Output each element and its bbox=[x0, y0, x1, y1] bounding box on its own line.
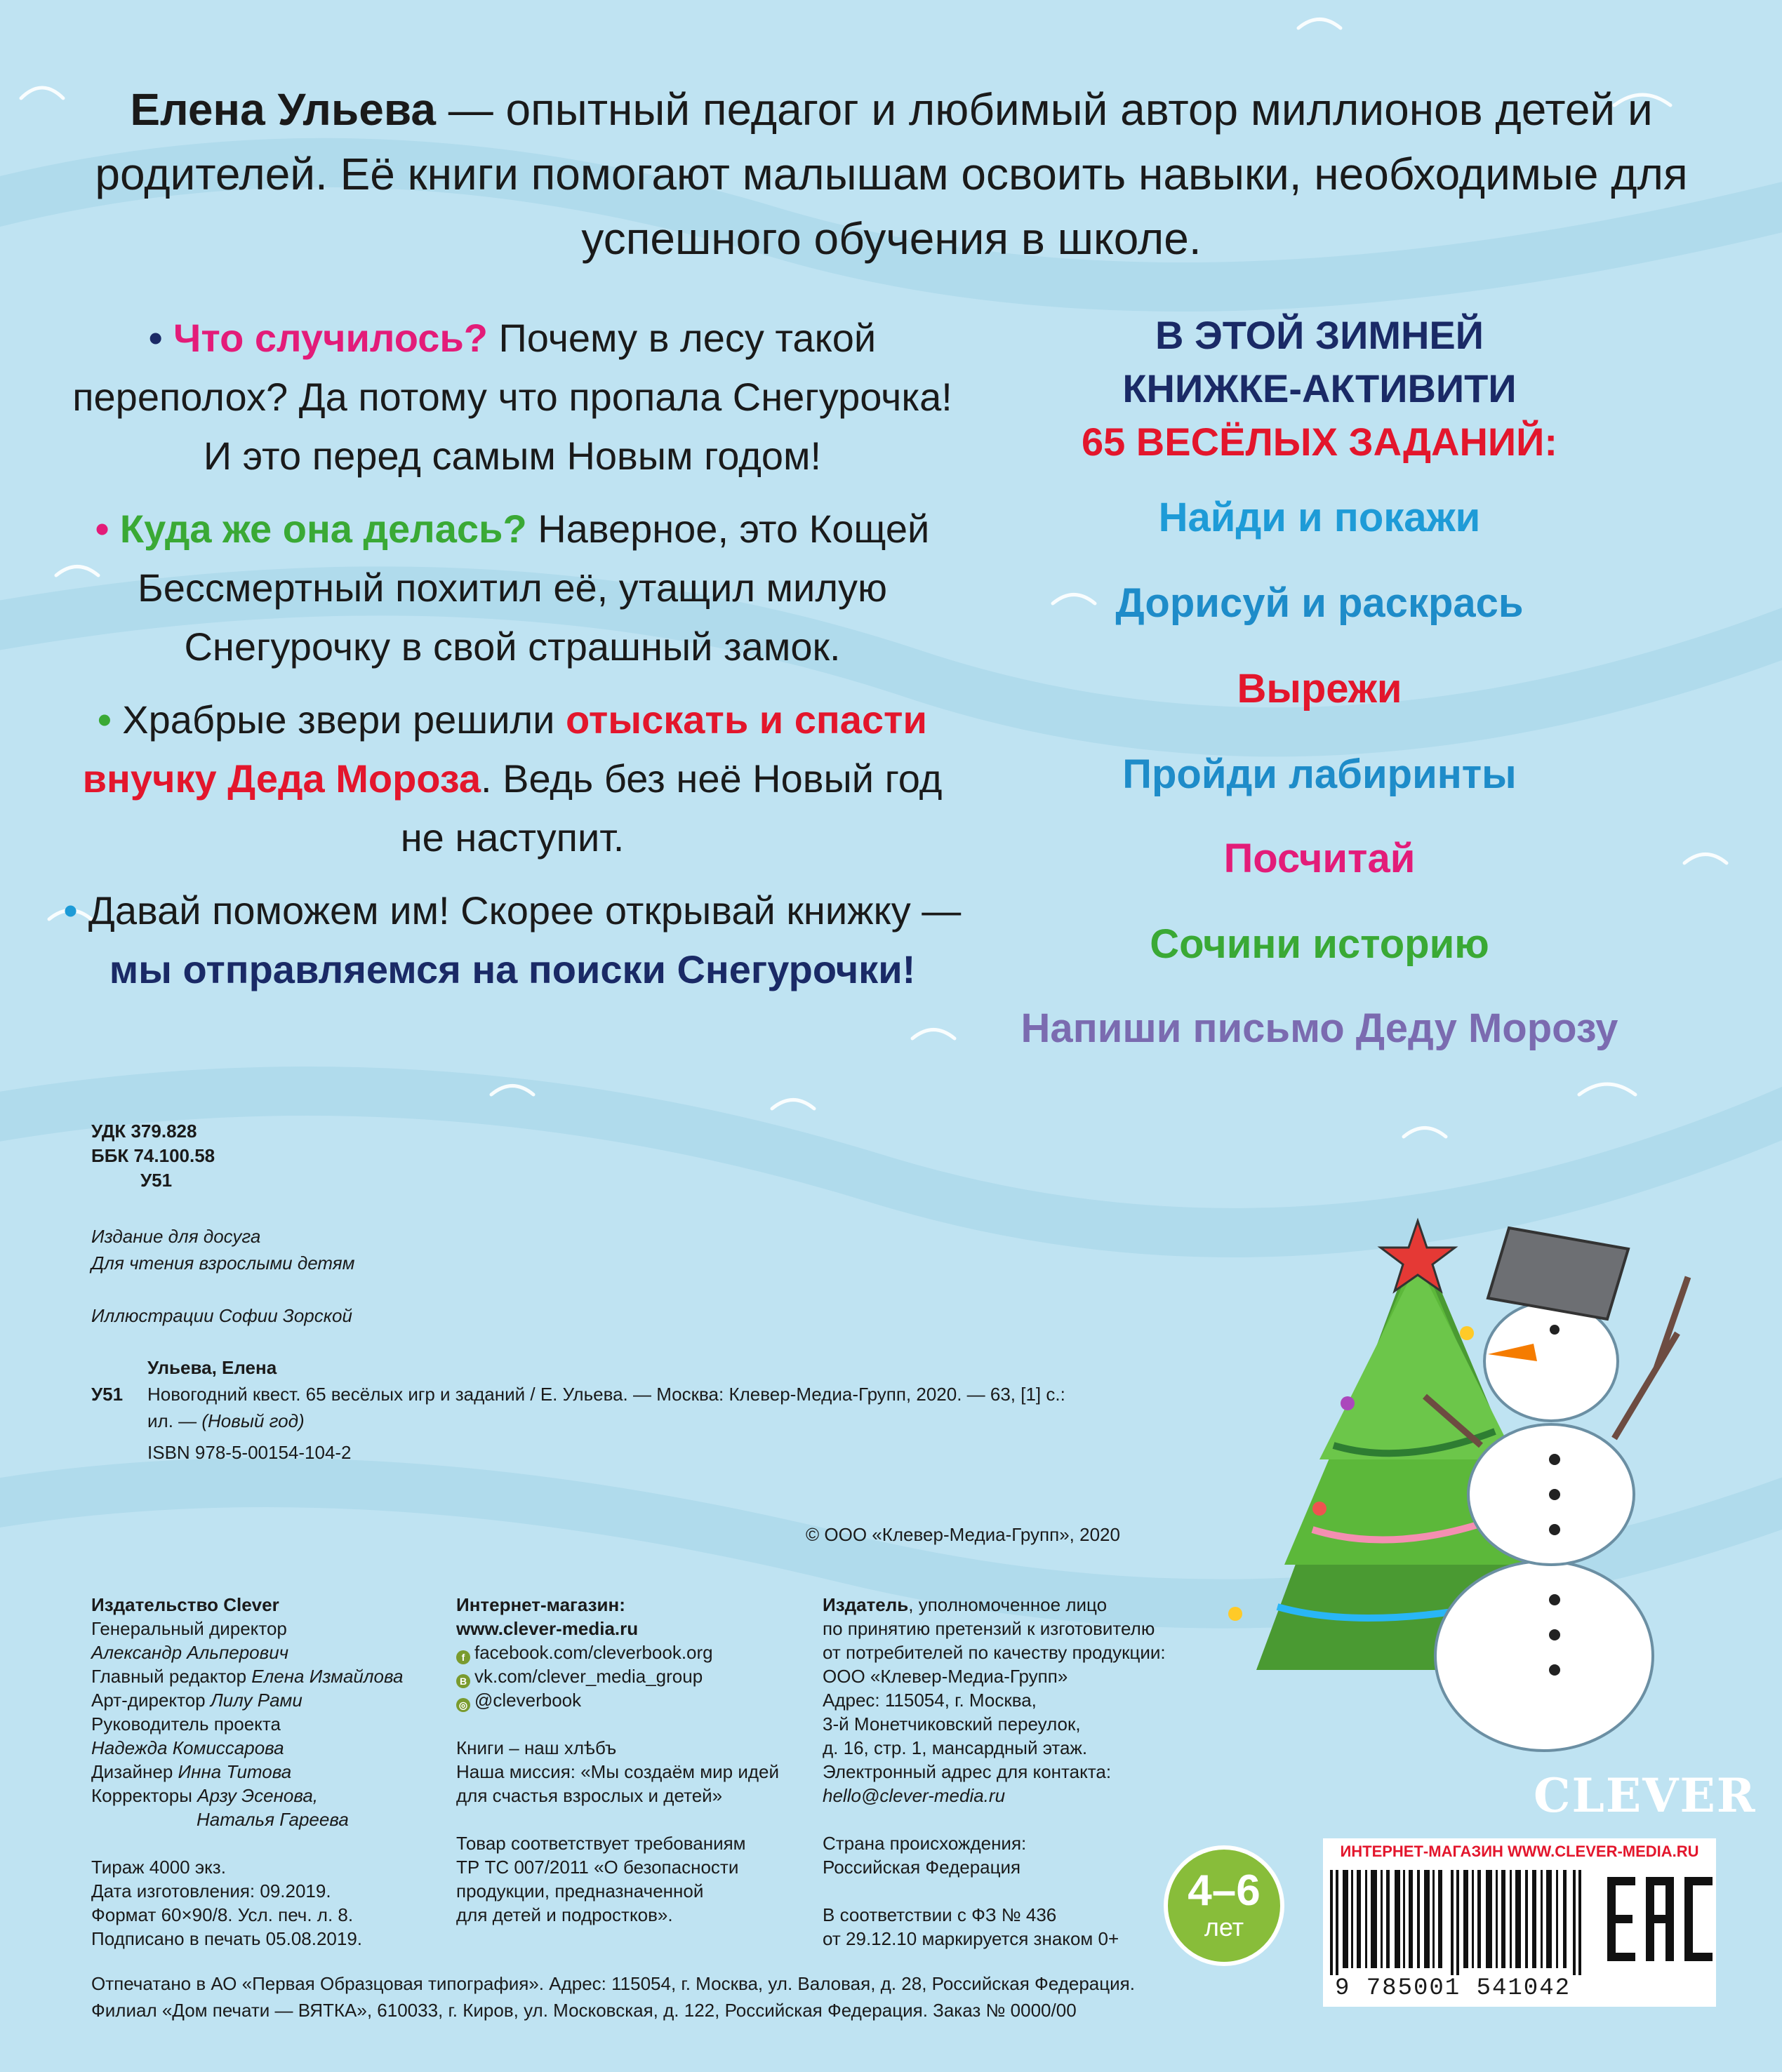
bullet-dot: • bbox=[98, 697, 112, 742]
activity-item: Посчитай bbox=[1223, 836, 1416, 881]
story-text: Наверное, это Кощей Бессмертный похитил её, утащил милую Снегурочку в свой страшный замок. bbox=[137, 507, 930, 669]
eac-mark bbox=[1607, 1866, 1713, 1972]
vk-link[interactable]: vk.com/clever_media_group bbox=[474, 1666, 703, 1687]
clever-logo: CLEVER bbox=[1534, 1768, 1757, 1823]
printer-line: Отпечатано в АО «Первая Образцовая типография». Адрес: 115054, г. Москва, ул. Валовая, д. 28, Российская Федерация. bbox=[91, 1973, 1135, 1994]
udk-code: УДК 379.828 bbox=[91, 1121, 197, 1142]
story-text: Давай поможем им! Скорее открывай книжку — bbox=[77, 888, 962, 933]
importer-text: от потребителей по качеству продукции: bbox=[823, 1642, 1166, 1663]
bullet-dot: • bbox=[63, 888, 78, 933]
importer-text: Электронный адрес для контакта: bbox=[823, 1761, 1112, 1782]
age-law: В соответствии с ФЗ № 436 bbox=[823, 1904, 1057, 1925]
activities-heading bbox=[983, 309, 1656, 469]
activity-item: Дорисуй и раскрась bbox=[1115, 580, 1524, 626]
importer-text: по принятию претензий к изготовителю bbox=[823, 1618, 1155, 1639]
credit-name: Арзу Эсенова, bbox=[197, 1785, 319, 1806]
story-paragraph-4 bbox=[56, 881, 969, 999]
biblio-author: Ульева, Елена bbox=[147, 1357, 277, 1378]
compliance: продукции, предназначенной bbox=[456, 1880, 704, 1901]
publisher-label: Издатель bbox=[823, 1594, 909, 1615]
story-text: . Ведь без неё Новый год не наступит. bbox=[400, 756, 943, 860]
copyright: © ООО «Клевер-Медиа-Групп», 2020 bbox=[806, 1524, 1120, 1545]
story-text: Почему в лесу такой переполох? Да потому что пропала Снегурочка! И это перед самым Новым годом! bbox=[72, 316, 952, 478]
story-highlight: отыскать и спасти внучку Деда Мороза bbox=[82, 697, 927, 801]
story-paragraph-1 bbox=[56, 309, 969, 486]
activity-item: Сочини историю bbox=[1150, 921, 1489, 967]
shop-title: Интернет-магазин: bbox=[456, 1594, 625, 1615]
credit-name: Александр Альперович bbox=[91, 1642, 289, 1663]
age-badge bbox=[1164, 1845, 1284, 1966]
credit-name: Елена Измайлова bbox=[251, 1666, 404, 1687]
illustrations-credit: Иллюстрации Софии Зорской bbox=[91, 1305, 352, 1326]
credit-name: Надежда Комиссарова bbox=[91, 1737, 284, 1758]
age-unit: лет bbox=[1204, 1913, 1244, 1941]
mission: Наша миссия: «Мы создаём мир идей bbox=[456, 1761, 780, 1782]
compliance: для детей и подростков». bbox=[456, 1904, 673, 1925]
credit-title: Главный редактор bbox=[91, 1666, 252, 1687]
origin-country: Российская Федерация bbox=[823, 1857, 1021, 1878]
barcode bbox=[1330, 1870, 1583, 1975]
story-paragraph-3 bbox=[56, 690, 969, 867]
credit-name: Инна Титова bbox=[178, 1761, 292, 1782]
shop-url[interactable]: www.clever-media.ru bbox=[456, 1618, 639, 1639]
story-paragraph-2 bbox=[56, 500, 969, 676]
activity-item: Напиши письмо Деду Морозу bbox=[1020, 1005, 1618, 1051]
biblio-code: У51 bbox=[91, 1384, 124, 1405]
biblio-series bbox=[147, 1409, 305, 1433]
importer-text: Адрес: 115054, г. Москва, bbox=[823, 1690, 1037, 1711]
activity-item: Пройди лабиринты bbox=[1122, 751, 1517, 797]
instagram-icon: ◎ bbox=[456, 1698, 470, 1712]
age-range: 4–6 bbox=[1188, 1866, 1261, 1915]
story-text: Храбрые звери решили bbox=[111, 697, 566, 742]
story-highlight: Куда же она делась? bbox=[119, 507, 527, 551]
bbk-code: ББК 74.100.58 bbox=[91, 1145, 215, 1166]
bullet-dot: • bbox=[95, 507, 109, 551]
activities-count: 65 ВЕСЁЛЫХ ЗАДАНИЙ: bbox=[1081, 420, 1558, 464]
biblio-description: Новогодний квест. 65 весёлых игр и заданий / Е. Ульева. — Москва: Клевер-Медиа-Групп, 2020. — 63, [1] с.: bbox=[147, 1384, 1065, 1405]
manufacture-date: Дата изготовления: 09.2019. bbox=[91, 1880, 331, 1901]
importer-text: , уполномоченное лицо bbox=[908, 1594, 1108, 1615]
credit-name: Наталья Гареева bbox=[197, 1809, 349, 1830]
series-name: (Новый год) bbox=[201, 1410, 305, 1431]
credit-title: Корректоры bbox=[91, 1785, 198, 1806]
facebook-link[interactable]: facebook.com/cleverbook.org bbox=[474, 1642, 713, 1663]
story-highlight: Что случилось? bbox=[173, 316, 488, 360]
vk-icon: B bbox=[456, 1674, 470, 1688]
credit-title: Дизайнер bbox=[91, 1761, 178, 1782]
publisher-name: Издательство Clever bbox=[91, 1594, 279, 1615]
mission: для счастья взрослых и детей» bbox=[456, 1785, 723, 1806]
credit-name: Лилу Рами bbox=[210, 1690, 302, 1711]
author-mark: У51 bbox=[140, 1170, 173, 1191]
importer-column bbox=[823, 1593, 1216, 1951]
shop-strip: ИНТЕРНЕТ-МАГАЗИН WWW.CLEVER-MEDIA.RU bbox=[1340, 1843, 1699, 1860]
instagram-link[interactable]: @cleverbook bbox=[474, 1690, 582, 1711]
biblio-text: ил. — bbox=[147, 1410, 202, 1431]
printer-line: Филиал «Дом печати — ВЯТКА», 610033, г. Киров, ул. Московская, д. 122, Российская Федерация. Заказ № 0000/00 bbox=[91, 2000, 1077, 2021]
story-highlight: мы отправляемся на поиски Снегурочки! bbox=[109, 947, 916, 991]
edition-audience: Для чтения взрослыми детям bbox=[91, 1252, 355, 1274]
activity-item: Вырежи bbox=[1237, 666, 1402, 711]
contact-email[interactable]: hello@clever-media.ru bbox=[823, 1785, 1006, 1806]
origin-label: Страна происхождения: bbox=[823, 1833, 1027, 1854]
activities-heading-line: В ЭТОЙ ЗИМНЕЙ bbox=[1155, 313, 1484, 357]
intro-text: — опытный педагог и любимый автор миллионов детей и родителей. Её книги помогают малышам освоить навыки, необходимые для успешного обучения в школе. bbox=[95, 84, 1688, 264]
activities-heading-line: КНИЖКЕ-АКТИВИТИ bbox=[1122, 366, 1517, 410]
credit-title: Арт-директор bbox=[91, 1690, 211, 1711]
isbn: ISBN 978-5-00154-104-2 bbox=[147, 1442, 352, 1463]
print-run: Тираж 4000 экз. bbox=[91, 1857, 226, 1878]
edition-type: Издание для досуга bbox=[91, 1226, 261, 1247]
bullet-dot: • bbox=[148, 316, 163, 360]
publisher-column bbox=[91, 1593, 484, 1951]
format: Формат 60×90/8. Усл. печ. л. 8. bbox=[91, 1904, 354, 1925]
age-law: от 29.12.10 маркируется знаком 0+ bbox=[823, 1928, 1119, 1949]
activity-item: Найди и покажи bbox=[1158, 495, 1481, 540]
shop-column bbox=[456, 1593, 821, 1927]
compliance: Товар соответствует требованиям bbox=[456, 1833, 746, 1854]
barcode-number: 9 785001 541042 bbox=[1334, 1975, 1571, 2002]
credit-title: Генеральный директор bbox=[91, 1618, 287, 1639]
signed-date: Подписано в печать 05.08.2019. bbox=[91, 1928, 363, 1949]
intro-paragraph bbox=[70, 77, 1713, 271]
facebook-icon: f bbox=[456, 1650, 470, 1664]
author-name: Елена Ульева bbox=[130, 84, 436, 135]
importer-text: ООО «Клевер-Медиа-Групп» bbox=[823, 1666, 1068, 1687]
importer-text: д. 16, стр. 1, мансардный этаж. bbox=[823, 1737, 1088, 1758]
compliance: ТР ТС 007/2011 «О безопасности bbox=[456, 1857, 739, 1878]
credit-title: Руководитель проекта bbox=[91, 1713, 281, 1735]
motto: Книги – наш хлѣбъ bbox=[456, 1737, 617, 1758]
importer-text: 3-й Монетчиковский переулок, bbox=[823, 1713, 1081, 1735]
